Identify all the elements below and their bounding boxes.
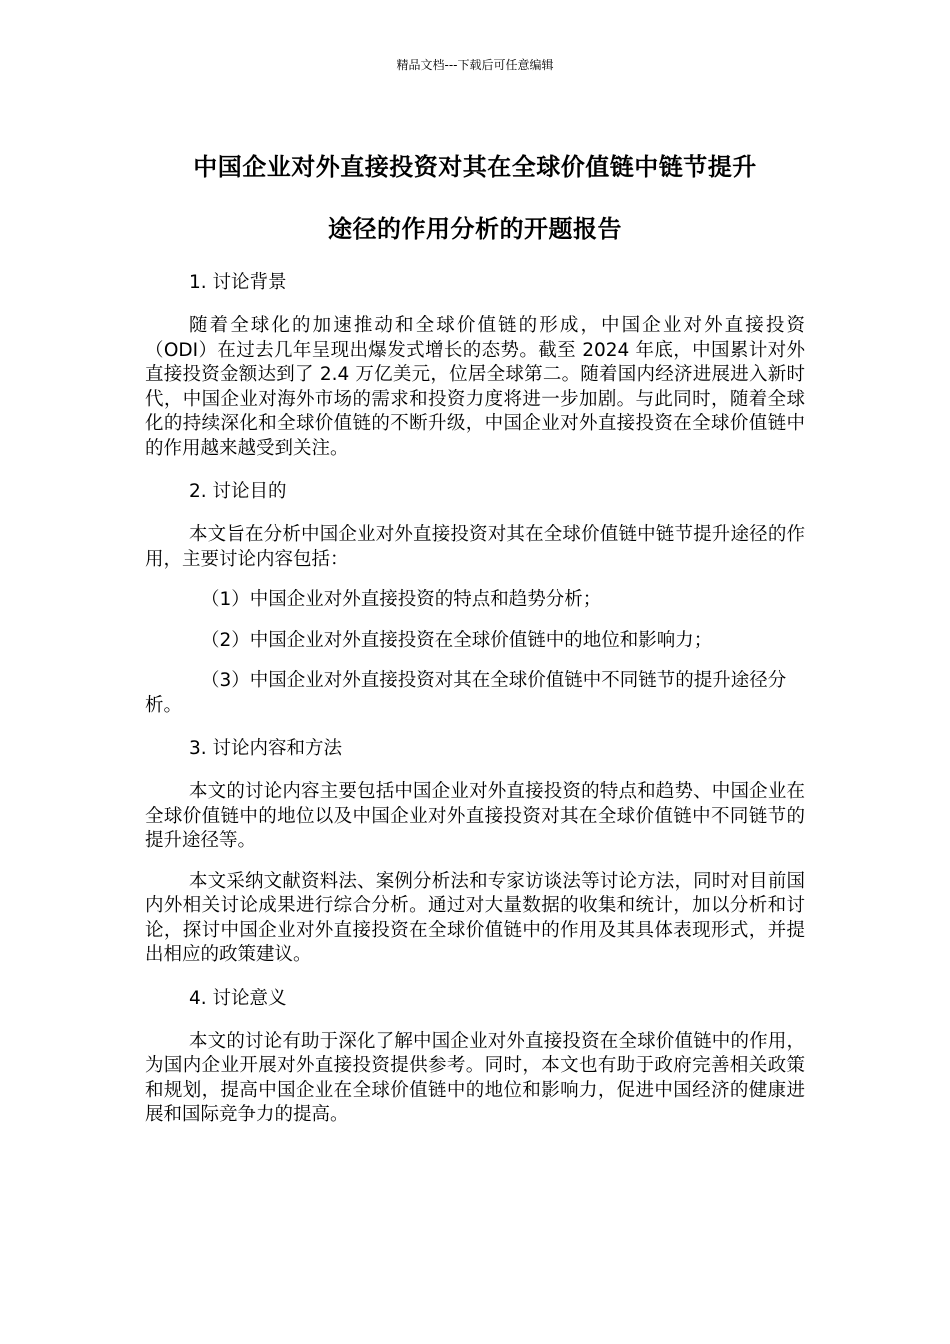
- purpose-list-item-2: （2）中国企业对外直接投资在全球价值链中的地位和影响力；: [201, 629, 713, 651]
- section-heading-purpose: 2. 讨论目的: [189, 481, 287, 502]
- page-header: 精品文档---下载后可任意编辑: [396, 58, 554, 72]
- title-line-2: 途径的作用分析的开题报告: [328, 215, 622, 243]
- methods-paragraph: 本文采纳文献资料法、案例分析法和专家访谈法等讨论方法，同时对目前国内外相关讨论成果进行综合分析。通过对大量数据的收集和统计，加以分析和讨论，探讨中国企业对外直接投资在全球价值链中的作用及其具体表现形式，并提出相应的政策建议。: [145, 870, 805, 965]
- title-line-1: 中国企业对外直接投资对其在全球价值链中链节提升: [193, 153, 757, 181]
- purpose-list-item-3: （3）中国企业对外直接投资对其在全球价值链中不同链节的提升途径分析。: [145, 670, 787, 716]
- purpose-paragraph: 本文旨在分析中国企业对外直接投资对其在全球价值链中链节提升途径的作用，主要讨论内容包括：: [145, 524, 805, 570]
- section-heading-significance: 4. 讨论意义: [189, 987, 287, 1009]
- document-body: [145, 268, 805, 1144]
- background-paragraph: 随着全球化的加速推动和全球价值链的形成，中国企业对外直接投资（ODI）在过去几年呈现出爆发式增长的态势。截至 2024 年底，中国累计对外直接投资金额达到了 2.4 万亿美元，位居全球第二。随着国内经济进展进入新时代，中国企业对海外市场的需求和投资力度将进一步加剧。与此同时，随着全球化的持续深化和全球价值链的不断升级，中国企业对外直接投资在全球价值链中的作用越来越受到关注。: [145, 315, 805, 459]
- section-heading-background: 1. 讨论背景: [189, 272, 287, 293]
- purpose-list-item-1: （1）中国企业对外直接投资的特点和趋势分析；: [201, 589, 602, 610]
- content-paragraph: 本文的讨论内容主要包括中国企业对外直接投资的特点和趋势、中国企业在全球价值链中的地位以及中国企业对外直接投资对其在全球价值链中不同链节的提升途径等。: [145, 781, 805, 851]
- document-title: [140, 136, 810, 260]
- significance-paragraph: 本文的讨论有助于深化了解中国企业对外直接投资在全球价值链中的作用，为国内企业开展对外直接投资提供参考。同时，本文也有助于政府完善相关政策和规划，提高中国企业在全球价值链中的地位和影响力，促进中国经济的健康进展和国际竞争力的提高。: [145, 1030, 805, 1125]
- section-heading-content-methods: 3. 讨论内容和方法: [189, 738, 343, 759]
